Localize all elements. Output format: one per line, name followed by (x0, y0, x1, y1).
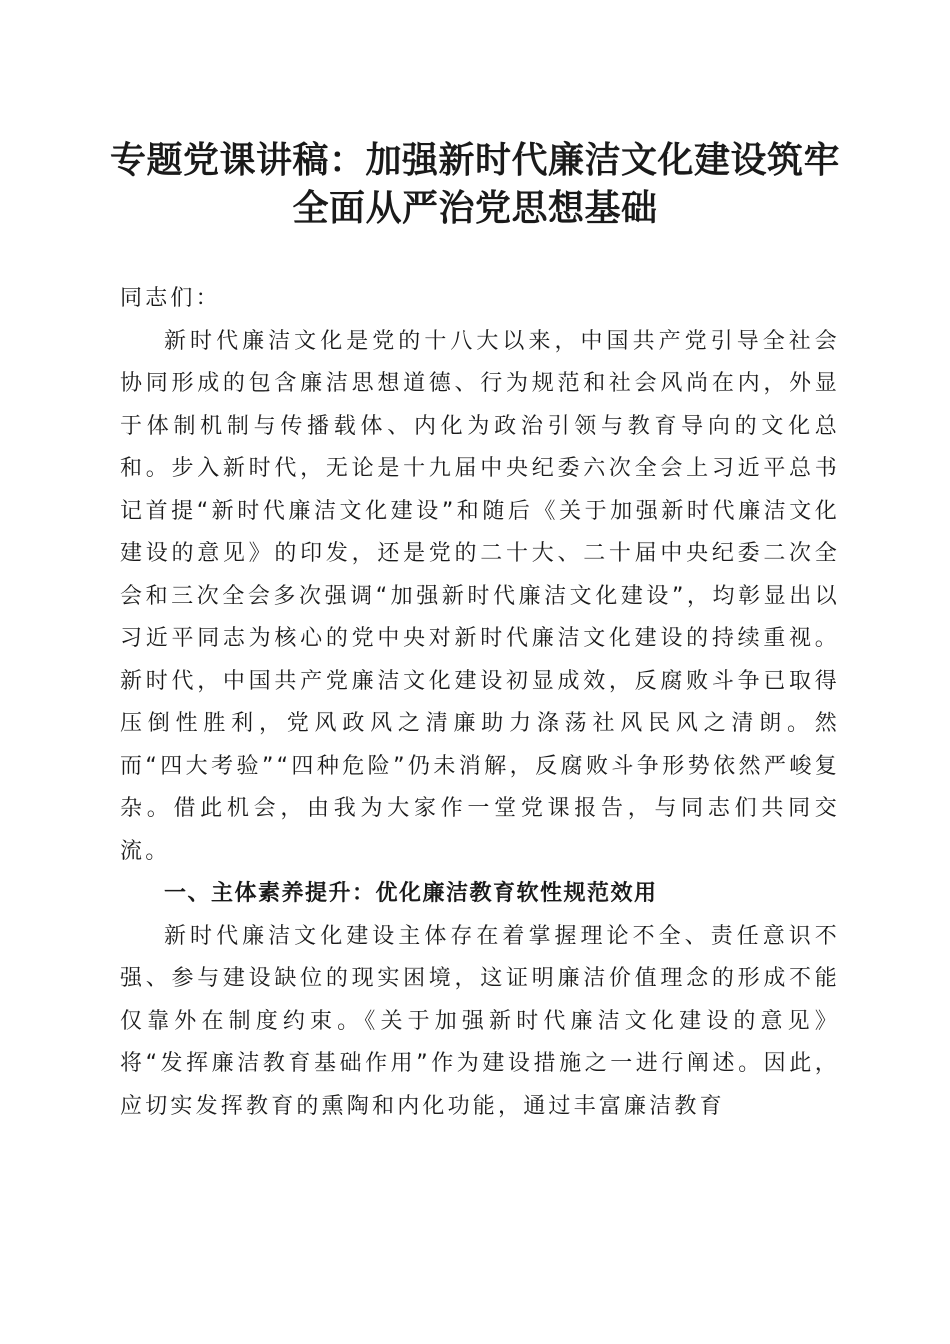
document-body (120, 278, 840, 1128)
section-heading-1: 一、主体素养提升：优化廉洁教育软性规范效用 (164, 881, 658, 906)
salutation: 同志们： (120, 286, 221, 311)
paragraph-intro: 新时代廉洁文化是党的十八大以来，中国共产党引导全社会协同形成的包含廉洁思想道德、行为规范和社会风尚在内，外显于体制机制与传播载体、内化为政治引领与教育导向的文化总和。步入新时代，无论是十九届中央纪委六次全会上习近平总书记首提“新时代廉洁文化建设”和随后《关于加强新时代廉洁文化建设的意见》的印发，还是党的二十大、二十届中央纪委二次全会和三次全会多次强调“加强新时代廉洁文化建设”，均彰显出以习近平同志为核心的党中央对新时代廉洁文化建设的持续重视。新时代，中国共产党廉洁文化建设初显成效，反腐败斗争已取得压倒性胜利，党风政风之清廉助力涤荡社风民风之清朗。然而“四大考验”“四种危险”仍未消解，反腐败斗争形势依然严峻复杂。借此机会，由我为大家作一堂党课报告，与同志们共同交流。 (120, 328, 840, 864)
title-line-1: 专题党课讲稿：加强新时代廉洁文化建设筑牢 (109, 139, 840, 181)
title-line-2: 全面从严治党思想基础 (292, 187, 658, 229)
paragraph-section-1: 新时代廉洁文化建设主体存在着掌握理论不全、责任意识不强、参与建设缺位的现实困境，这证明廉洁价值理念的形成不能仅靠外在制度约束。《关于加强新时代廉洁文化建设的意见》将“发挥廉洁教育基础作用”作为建设措施之一进行阐述。因此，应切实发挥教育的熏陶和内化功能，通过丰富廉洁教育 (120, 923, 840, 1119)
document-title (100, 136, 850, 232)
